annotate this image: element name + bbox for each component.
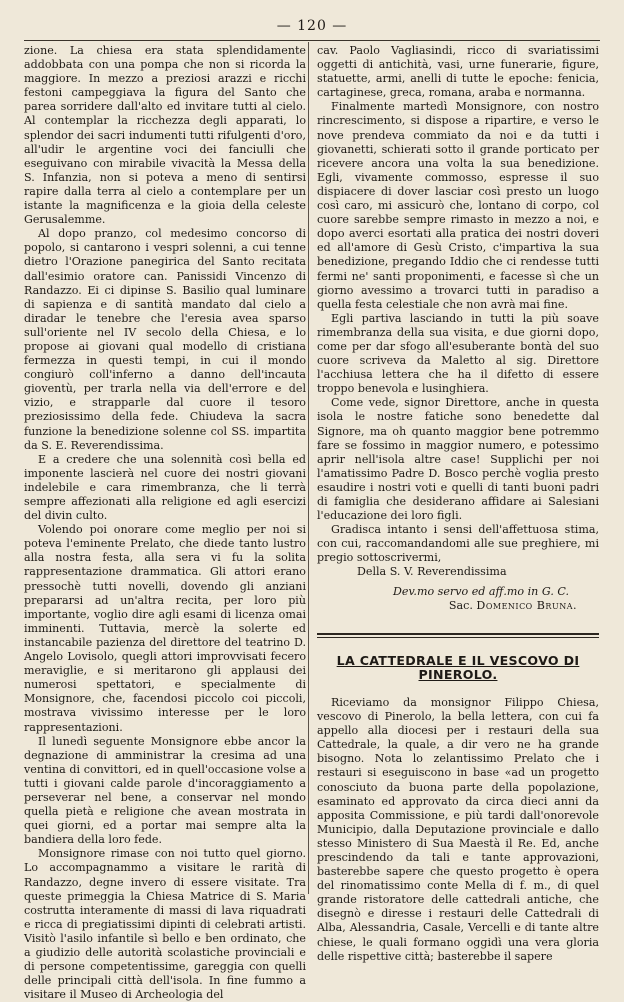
paragraph: Gradisca intanto i sensi dell'affettuosa stima, con cui, raccomandandomi alle sue preghiere, mi pregio sottoscrivermi, <box>317 523 599 565</box>
closing-formula: Dev.mo servo ed aff.mo in G. C. <box>393 584 569 598</box>
left-column <box>24 44 306 1002</box>
paragraph: Il lunedì seguente Monsignore ebbe ancor la degnazione di amministrar la cresima ad una ventina di convittori, ed in quell'occasione volse a tutti i giovani calde parole d'incoraggiamento a perseverar nel bene, a conservar nel mondo quella pietà e religione che avean mostrata in quei giorni, ed a portar mai sempre alta la bandiera della loro fede. <box>24 734 306 847</box>
column-divider <box>308 42 309 894</box>
signature <box>317 599 599 613</box>
page-number: — 120 — <box>276 18 348 34</box>
paragraph: Egli partiva lasciando in tutti la più soave rimembranza della sua visita, e due giorni dopo, come per dar sfogo all'esuberante bontà del suo cuore scriveva da Maletto al sig. Direttore l'acchiusa lettera che ha il difetto di essere troppo benevola e lusinghiera. <box>317 311 599 396</box>
section-rule-top <box>317 633 599 635</box>
paragraph: Al dopo pranzo, col medesimo concorso di popolo, si cantarono i vespri solenni, a cui tenne dietro l'Orazione panegirica del Santo recitata dall'esimio oratore can. Panissidi Vincenzo di Randazzo. Ei ci dipinse S. Basilio qual luminare di sapienza e di santità mandato dal cielo a diradar le tenebre che l'eresia avea sparso sull'oriente nel IV secolo della Chiesa, e lo propose ai giovani qual modello di cristiana fermezza in questi tempi, in cui il mondo congiurò coll'inferno a danno dell'incauta gioventù, per trarla nella via dell'errore e del vizio, e strapparle dal cuore il tesoro preziosissimo della fede. Chiudeva la sacra funzione la benedizione solenne col SS. impartita da S. E. Reverendissima. <box>24 227 306 452</box>
signature-prefix: Sac. <box>448 598 473 612</box>
paragraph: Finalmente martedì Monsignore, con nostro rincrescimento, si dispose a ripartire, e verso le nove prendeva commiato da noi e da tutti i giovanetti, schierati sotto il grande porticato per ricevere ancora una volta la sua benedizione. Egli, vivamente commosso, espresse il suo dispiacere di dover lasciar così presto un luogo così caro, mi assicurò che, lontano di corpo, col cuore sarebbe sempre rimasto in mezzo a noi, e dopo averci esortati alla pratica dei nostri doveri ed all'amore di Gesù Cristo, c'impartiva la sua benedizione, pregando Iddio che ci rendesse tutti fermi ne' santi proponimenti, e facesse sì che un giorno avessimo a trovarci tutti in paradiso a quella festa celestiale che non avrà mai fine. <box>317 100 599 311</box>
paragraph: E a credere che una solennità così bella ed imponente lascierà nel cuore dei nostri giovani indelebile e cara rimembranza, che li terrà sempre affezionati alla religione ed agli esercizi del divin culto. <box>24 452 306 523</box>
paragraph: Monsignore rimase con noi tutto quel giorno. Lo accompagnammo a visitare le rarità di Randazzo, degne invero di essere visitate. Tra queste primeggia la Chiesa Matrice di S. Maria costrutta interamente di massi di lava riquadrati e ricca di pregiatissimi dipinti di celebrati artisti. Visitò l'asilo infantile sì bello e ben ordinato, che a giudizio delle autorità scolastiche provinciali e di persone competentissime, gareggia con quelli delle principali città dell'isola. In fine fummo a visitare il Museo di Archeologia del <box>24 847 306 1002</box>
signature-name: Domenico Bruna. <box>476 598 577 612</box>
paragraph: zione. La chiesa era stata splendidamente addobbata con una pompa che non si ricorda la maggiore. In mezzo a preziosi arazzi e ricchi festoni campeggiava la figura del Santo che parea sorridere dall'alto ed invitare tutti al cielo. Al contemplar la ricchezza degli apparati, lo splendor dei sacri indumenti tutti rifulgenti d'oro, all'udir le argentine voci dei fanciulli che eseguivano con mirabile vivacità la Messa della S. Infanzia, non si poteva a meno di sentirsi rapire dalla terra al cielo a contemplare per un istante la magnificenza e la gioia della celeste Gerusalemme. <box>24 44 306 227</box>
paragraph: cav. Paolo Vagliasindi, ricco di svariatissimi oggetti di antichità, vasi, urne funerarie, figure, statuette, armi, anelli di tutte le epoche: fenicia, cartaginese, greca, romana, araba e normanna. <box>317 44 599 100</box>
paragraph: Come vede, signor Direttore, anche in questa isola le nostre fatiche sono benedette dal Signore, ma oh quanto maggior bene potremmo fare se fossimo in maggior numero, e potessimo aprir nell'isola altre case! Supplichi per noi l'amatissimo Padre D. Bosco perchè voglia presto esaudire i nostri voti e quelli di tanti buoni padri di famiglia che desiderano affidare ai Salesiani l'educazione dei loro figli. <box>317 396 599 523</box>
header-rule <box>24 40 600 41</box>
right-column <box>317 44 599 964</box>
paragraph: Volendo poi onorare come meglio per noi si poteva l'eminente Prelato, che diede tanto lustro alla nostra festa, alla sera vi fu la solita rappresentazione drammatica. Gli attori erano pressochè tutti novelli, dovendo gli anziani prepararsi ad un'altra recita, per loro più importante, voglio dire agli esami di licenza omai imminenti. Tuttavia, mercè la solerte ed instancabile pazienza del direttore del teatrino D. Angelo Lovisolo, quegli attori improvvisati fecero meraviglie, e si meritarono gli applausi dei numerosi spettatori, e specialmente di Monsignore, che, facendosi piccolo coi piccoli, mostrava vivissimo interesse per le loro rappresentazioni. <box>24 523 306 734</box>
section-rule-bottom <box>317 637 599 638</box>
salutation: Della S. V. Reverendissima <box>357 565 507 579</box>
section-title: LA CATTEDRALE E IL VESCOVO DI PINEROLO. <box>336 652 580 682</box>
paragraph: Riceviamo da monsignor Filippo Chiesa, vescovo di Pinerolo, la bella lettera, con cui fa appello alla diocesi per i restauri della sua Cattedrale, la quale, a dir vero ne ha grande bisogno. Nota lo zelantissimo Prelato che i restauri si eseguiscono in base «ad un progetto conosciuto da buona parte della popolazione, esaminato ed approvato da circa dieci anni da apposita Commissione, e più tardi dall'onorevole Municipio, dalla Deputazione provinciale e dallo stesso Ministero di Sua Maestà il Re. Ed, anche prescindendo da tali e tante approvazioni, basterebbe sapere che questo progetto è opera del rinomatissimo conte Mella di f. m., di quel grande ristoratore delle cattedrali antiche, che disegnò e diresse i restauri delle Cattedrali di Alba, Alessandria, Casale, Vercelli e di tante altre chiese, le quali formano oggidì una vera gloria delle rispettive città; basterebbe il sapere <box>317 695 599 963</box>
